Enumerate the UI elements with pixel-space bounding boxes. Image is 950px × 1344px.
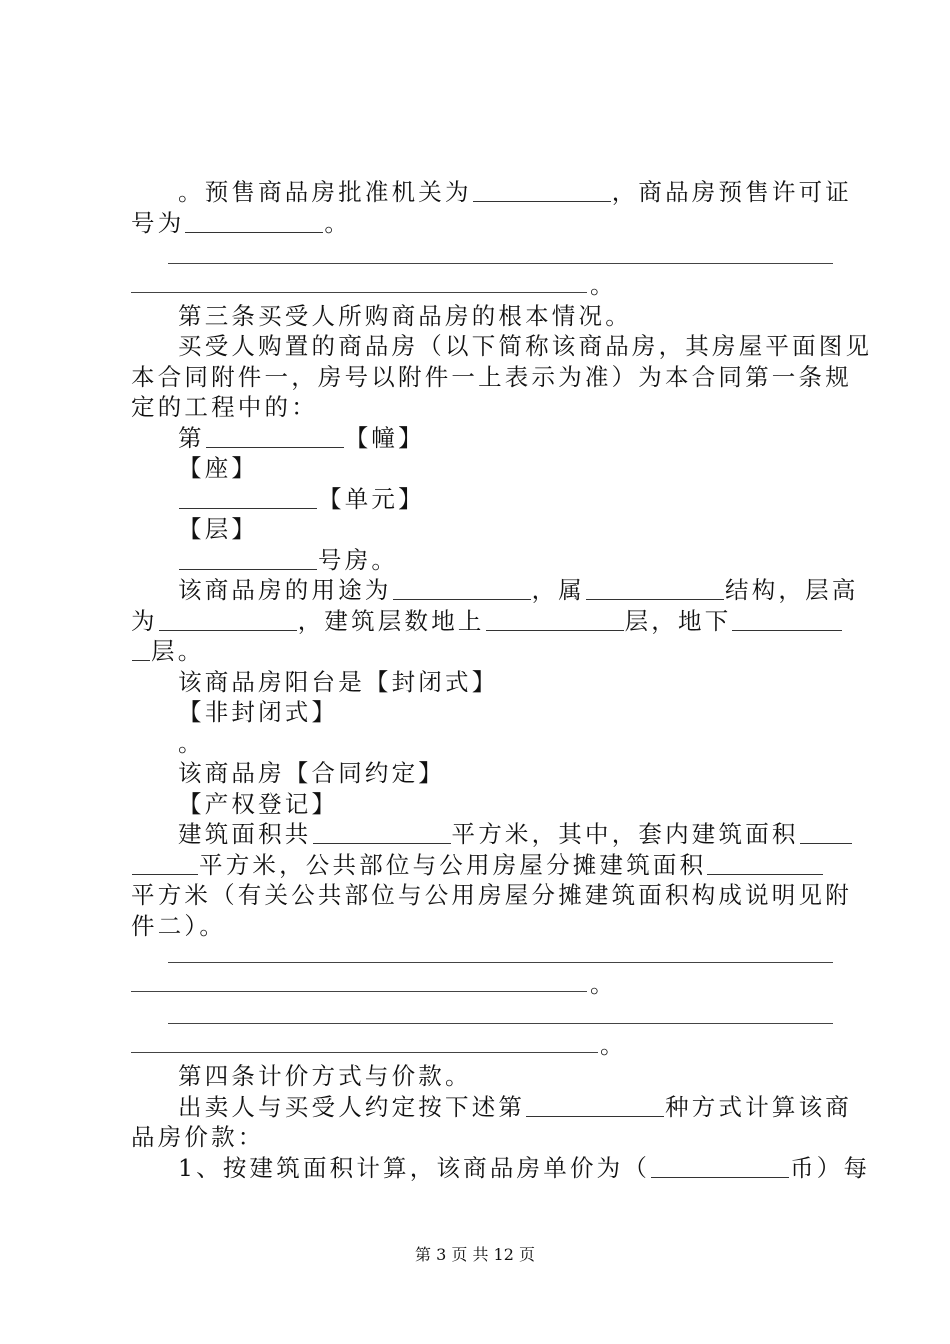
method-line bbox=[178, 1092, 853, 1122]
page-footer: 第 3 页 共 12 页 bbox=[415, 1245, 535, 1264]
floor-line: 【层】 bbox=[178, 515, 259, 543]
dot-line: 。 bbox=[178, 729, 205, 757]
blank-field[interactable] bbox=[800, 821, 852, 844]
text: 该商品房的用途为 bbox=[178, 576, 392, 604]
text: ，建筑层数地上 bbox=[297, 607, 485, 635]
text: 第 bbox=[178, 424, 205, 452]
fill-in-rule[interactable] bbox=[168, 962, 833, 963]
paragraph-line: 平方米（有关公共部位与公用房屋分摊建筑面积构成说明见附 bbox=[131, 881, 852, 909]
blank-field[interactable] bbox=[486, 608, 624, 631]
text: 出卖人与买受人约定按下述第 bbox=[178, 1093, 526, 1121]
fill-in-rule[interactable] bbox=[131, 292, 587, 293]
paragraph-line: 件二）。 bbox=[131, 912, 227, 940]
text: 【单元】 bbox=[318, 485, 425, 513]
text: 种方式计算该商 bbox=[665, 1093, 853, 1121]
text: 平方米，其中，套内建筑面积 bbox=[451, 820, 799, 848]
non-closed-line: 【非封闭式】 bbox=[178, 698, 339, 726]
blank-field[interactable] bbox=[179, 486, 317, 509]
article-3-heading: 第三条买受人所购商品房的根本情况。 bbox=[178, 302, 632, 330]
fill-in-rule[interactable] bbox=[168, 263, 833, 264]
blank-field[interactable] bbox=[132, 638, 150, 661]
seat-line: 【座】 bbox=[178, 454, 259, 482]
usage-line bbox=[178, 575, 859, 605]
rule-end: 。 bbox=[590, 271, 617, 299]
blank-field[interactable] bbox=[651, 1155, 789, 1178]
balcony-line: 该商品房阳台是【封闭式】 bbox=[178, 668, 499, 696]
permit-number-line bbox=[131, 208, 833, 238]
fill-in-rule[interactable] bbox=[131, 991, 587, 992]
blank-field[interactable] bbox=[586, 577, 724, 600]
text: 平方米，公共部位与公用房屋分摊建筑面积 bbox=[199, 851, 707, 879]
text: 层，地下 bbox=[624, 607, 732, 635]
blank-field[interactable] bbox=[159, 608, 297, 631]
presale-approval-line bbox=[178, 177, 853, 207]
paragraph-line: 品房价款： bbox=[131, 1123, 265, 1151]
text: 1、按建筑面积计算，该商品房单价为（ bbox=[178, 1154, 651, 1182]
unit-line bbox=[178, 484, 833, 514]
underground-line bbox=[131, 636, 833, 666]
blank-field[interactable] bbox=[473, 179, 611, 202]
blank-field[interactable] bbox=[185, 210, 323, 233]
text: ，商品房预售许可证 bbox=[611, 178, 853, 206]
property-line: 【产权登记】 bbox=[178, 790, 339, 818]
text: 。预售商品房批准机关为 bbox=[178, 178, 472, 206]
paragraph-line: 本合同附件一，房号以附件一上表示为准）为本合同第一条规 bbox=[131, 363, 852, 391]
blank-field[interactable] bbox=[732, 608, 842, 631]
blank-field[interactable] bbox=[393, 577, 531, 600]
unit-price-line bbox=[178, 1153, 871, 1183]
text: 层。 bbox=[151, 637, 205, 665]
blank-field[interactable] bbox=[526, 1094, 664, 1117]
blank-field[interactable] bbox=[206, 425, 344, 448]
text: 币）每 bbox=[790, 1154, 871, 1182]
area-line bbox=[178, 819, 833, 849]
article-4-heading: 第四条计价方式与价款。 bbox=[178, 1062, 472, 1090]
shared-area-line bbox=[131, 850, 833, 880]
blank-field[interactable] bbox=[132, 852, 198, 875]
text: 号为 bbox=[131, 209, 185, 237]
height-line bbox=[131, 606, 833, 636]
text: 建筑面积共 bbox=[178, 820, 312, 848]
blank-field[interactable] bbox=[313, 821, 451, 844]
rule-end: 。 bbox=[600, 1031, 627, 1059]
blank-field[interactable] bbox=[707, 852, 823, 875]
building-line bbox=[178, 423, 833, 453]
text: 为 bbox=[131, 607, 158, 635]
contract-line: 该商品房【合同约定】 bbox=[178, 759, 445, 787]
text: 号房。 bbox=[318, 546, 399, 574]
text: 结构，层高 bbox=[725, 576, 859, 604]
paragraph-line: 定的工程中的： bbox=[131, 393, 318, 421]
blank-field[interactable] bbox=[179, 547, 317, 570]
room-line bbox=[178, 545, 833, 575]
text: 【幢】 bbox=[344, 424, 425, 452]
fill-in-rule[interactable] bbox=[168, 1023, 833, 1024]
text: ，属 bbox=[531, 576, 586, 604]
text: 。 bbox=[324, 209, 352, 237]
paragraph-line: 买受人购置的商品房（以下简称该商品房，其房屋平面图见 bbox=[178, 332, 873, 360]
rule-end: 。 bbox=[590, 970, 617, 998]
fill-in-rule[interactable] bbox=[131, 1052, 598, 1053]
